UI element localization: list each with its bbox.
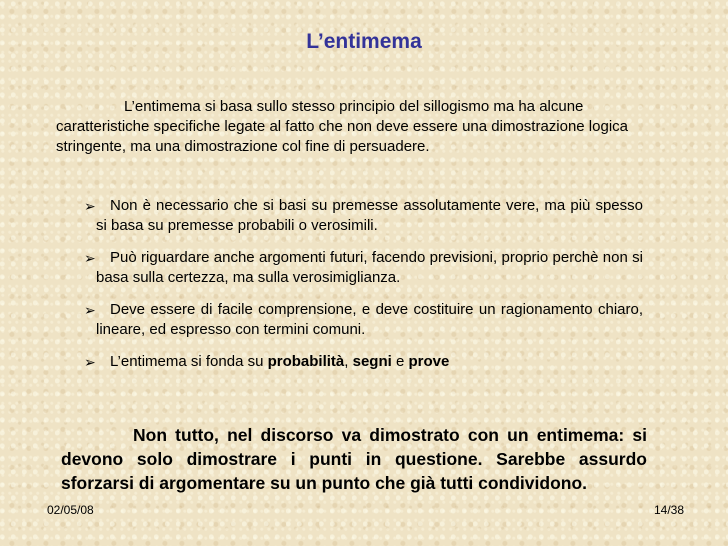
intro-text: L’entimema si basa sullo stesso principio del sillogismo ma ha alcune caratteristiche specifiche legate al fatto che non deve essere una dimostrazione logica stringente, ma una dimostrazione col fine di persuadere.: [56, 98, 628, 155]
intro-paragraph: [56, 97, 636, 157]
list-item: [84, 352, 643, 372]
page-number: 14/38: [653, 503, 684, 517]
closing-paragraph: [61, 423, 647, 495]
bullet-text: Può riguardare anche argomenti futuri, facendo previsioni, proprio perchè non si basa sulla certezza, ma sulla verosimiglianza.: [96, 249, 643, 286]
arrow-bullet-icon: ➢: [84, 354, 96, 370]
term-probabilita: probabilità: [267, 353, 345, 370]
list-item: [84, 300, 643, 340]
list-item: [84, 248, 643, 288]
closing-text: Non tutto, nel discorso va dimostrato con un entimema: si devono solo dimostrare i punti in questione. Sarebbe assurdo sforzarsi di argomentare su un punto che già tutti condividono.: [61, 425, 647, 493]
bullet-text: [96, 352, 643, 372]
slide-title: L’entimema: [306, 30, 422, 53]
separator: ,: [344, 353, 353, 370]
term-segni: segni: [352, 353, 392, 370]
bullet-prefix: L’entimema si fonda su: [110, 353, 268, 370]
arrow-bullet-icon: ➢: [84, 198, 96, 214]
list-item: [84, 196, 643, 236]
bullet-text: Deve essere di facile comprensione, e deve costituire un ragionamento chiaro, lineare, ed espresso con termini comuni.: [96, 301, 643, 338]
footer-date: 02/05/08: [47, 503, 94, 517]
bullet-list: [84, 196, 643, 384]
arrow-bullet-icon: ➢: [84, 250, 96, 266]
bullet-text: Non è necessario che si basi su premesse assolutamente vere, ma più spesso si basa su premesse probabili o verosimili.: [96, 197, 643, 234]
term-prove: prove: [408, 353, 450, 370]
arrow-bullet-icon: ➢: [84, 302, 96, 318]
separator: e: [391, 353, 409, 370]
